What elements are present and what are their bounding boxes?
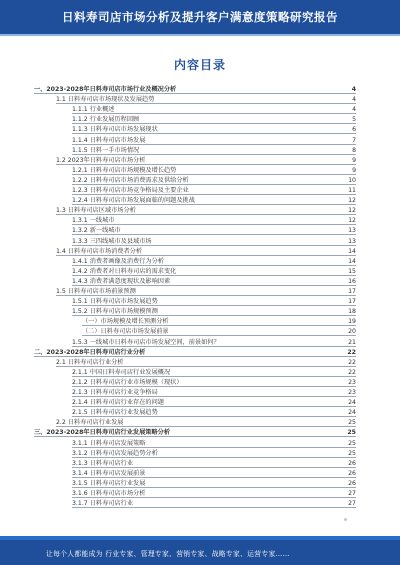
toc-entry-title: 1.4.2 消费者对日料寿司店的需求变化: [72, 267, 177, 275]
toc-entry-page: 24: [348, 409, 356, 417]
toc-entry-page: 7: [352, 136, 356, 144]
toc-entry[interactable]: [34, 84, 356, 94]
toc-entry-page: 12: [348, 217, 356, 225]
toc-entry[interactable]: [72, 114, 356, 124]
toc-entry-page: 25: [348, 439, 356, 447]
toc-entry[interactable]: [72, 124, 356, 134]
toc-entry-page: 12: [348, 207, 356, 215]
report-header: [0, 0, 400, 34]
toc-entry-page: 26: [348, 479, 356, 487]
toc-entry-title: 1.2.1 日料寿司店市场规模及增长趋势: [72, 166, 177, 174]
toc-entry-page: 26: [348, 469, 356, 477]
toc-entry-page: 21: [348, 338, 356, 346]
toc-entry-page: 14: [348, 247, 356, 255]
toc-entry[interactable]: [82, 326, 356, 336]
toc-entry-page: 13: [348, 227, 356, 235]
toc-entry-title: 2.2 日料寿司店行业发展: [56, 419, 124, 427]
toc-entry-title: 2.1.4 日料寿司店行业存在的问题: [72, 399, 164, 407]
toc-entry-title: 1.2.4 日料寿司店市场发展面临的问题及挑战: [72, 197, 195, 205]
report-title: 日料寿司店市场分析及提升客户满意度策略研究报告: [62, 10, 338, 24]
toc-entry[interactable]: [72, 145, 356, 155]
toc-entry[interactable]: [72, 377, 356, 387]
toc-entry-page: 19: [348, 318, 356, 326]
toc-entry-page: 10: [348, 176, 356, 184]
toc-entry-page: 5: [352, 116, 356, 124]
toc-entry[interactable]: [56, 94, 356, 104]
toc-entry-title: 2.1 日料寿司店行业分析: [56, 358, 124, 366]
toc-entry-page: 15: [348, 267, 356, 275]
toc-entry-title: 1.2.2 日料寿司店市场消费需求及供给分析: [72, 176, 189, 184]
toc-entry-page: 25: [347, 429, 356, 437]
toc-entry[interactable]: [72, 175, 356, 185]
toc-entry[interactable]: [34, 427, 356, 437]
toc-entry-page: 14: [348, 257, 356, 265]
toc-entry-page: 26: [348, 459, 356, 467]
toc-entry[interactable]: [72, 256, 356, 266]
toc-entry-title: 1.2 2023年日料寿司店市场分析: [56, 156, 146, 164]
toc-entry-title: 2.1.2 日料寿司店行业市场规模（现状）: [72, 378, 183, 386]
toc-entry-page: 13: [348, 237, 356, 245]
toc-entry-title: 3.1.3 日料寿司店行业: [72, 459, 134, 467]
toc-entry-title: 1.4.1 消费者画像及消费行为分析: [72, 257, 164, 265]
toc-entry-page: 4: [352, 96, 356, 104]
toc-entry-title: 1.3.1 一线城市: [72, 217, 115, 225]
report-footer: [0, 540, 400, 565]
toc-entry[interactable]: [56, 357, 356, 367]
toc-entry[interactable]: [56, 286, 356, 296]
toc-entry-page: 22: [348, 358, 356, 366]
toc-entry[interactable]: [72, 337, 356, 347]
toc-entry-title: 三、2023-2028年日料寿司店行业发展策略分析: [34, 429, 171, 437]
header-divider: [0, 34, 400, 36]
toc-entry-page: 18: [348, 308, 356, 316]
toc-entry-title: （一）市场规模及增长预测分析: [82, 318, 169, 326]
toc-entry[interactable]: [72, 407, 356, 417]
toc-entry-title: 1.1 日料寿司店市场现状及发展趋势: [56, 96, 155, 104]
toc-entry-title: 3.1.7 日料寿司店行业: [72, 500, 134, 508]
toc-entry-page: 22: [348, 368, 356, 376]
toc-entry[interactable]: [56, 155, 356, 165]
toc-entry-page: 6: [352, 126, 356, 134]
toc-entry-page: 9: [352, 156, 356, 164]
toc-entry-title: 1.4.3 消费者满意度现状及影响因素: [72, 277, 171, 285]
toc-entry-page: 25: [348, 419, 356, 427]
toc-heading: 内容目录: [173, 58, 226, 72]
toc-entry-page: 23: [348, 378, 356, 386]
toc-entry-page: 16: [348, 277, 356, 285]
toc-entry-title: 3.1.6 日料寿司店市场分析: [72, 490, 146, 498]
toc-entry[interactable]: [72, 104, 356, 114]
toc-entry-title: 2.1.1 中国日料寿司店行业发展概况: [72, 368, 171, 376]
toc-entry-page: 9: [352, 166, 356, 174]
toc-entry[interactable]: [72, 266, 356, 276]
toc-entry[interactable]: [72, 438, 356, 448]
toc-entry[interactable]: [72, 498, 356, 508]
toc-entry-title: 1.3.3 三四线城市及县域市场: [72, 237, 152, 245]
toc-entry[interactable]: [72, 185, 356, 195]
toc-entry[interactable]: [56, 205, 356, 215]
toc-entry-title: 1.2.3 日料寿司店市场竞争格局及主要企业: [72, 187, 189, 195]
toc-entry-title: 1.1.5 日料一手市场情况: [72, 146, 140, 154]
toc-entry-title: 1.1.4 日料寿司店市场发展: [72, 136, 146, 144]
toc-entry[interactable]: [72, 448, 356, 458]
toc-entry-title: 3.1.2 日料寿司店发展趋势分析: [72, 449, 158, 457]
toc-entry[interactable]: [72, 225, 356, 235]
toc-entry-page: 12: [348, 197, 356, 205]
toc-entry-page: 8: [352, 146, 356, 154]
toc-entry[interactable]: [72, 306, 356, 316]
toc-entry-title: 1.5.3 一线城市日料寿司店市场发展空间，前景如何？: [72, 338, 220, 346]
toc-entry-title: 1.1.1 行业概述: [72, 106, 115, 114]
toc-entry-title: 二、2023-2028年日料寿司店行业分析: [34, 348, 146, 356]
toc-entry-title: 2.1.5 日料寿司店行业发展趋势: [72, 409, 158, 417]
toc-entry-title: 1.3.2 新一线城市: [72, 227, 121, 235]
toc-entry[interactable]: [72, 165, 356, 175]
toc-entry[interactable]: [72, 195, 356, 205]
toc-entry-title: 3.1.1 日料寿司店发展策略: [72, 439, 146, 447]
toc-entry[interactable]: [72, 215, 356, 225]
toc-entry-page: 20: [348, 328, 356, 336]
toc-entry[interactable]: [72, 135, 356, 145]
toc-entry-page: 27: [348, 490, 356, 498]
toc-entry[interactable]: [56, 246, 356, 256]
toc-entry[interactable]: [72, 397, 356, 407]
toc-entry[interactable]: [72, 276, 356, 286]
table-of-contents: [34, 84, 356, 514]
toc-entry-page: 22: [347, 348, 356, 356]
toc-entry[interactable]: [72, 488, 356, 498]
toc-entry-title: 1.3 日料寿司店区域市场分析: [56, 207, 136, 215]
toc-entry[interactable]: [34, 347, 356, 357]
page-marker: [344, 518, 347, 521]
toc-entry-title: 3.1.5 日料寿司店行业发展: [72, 479, 146, 487]
footer-slogan: 让每个人都能成为 行业专家、管理专家、营销专家、战略专家、运营专家……: [46, 549, 290, 558]
toc-entry-title: （二）日料寿司店市场发展前景: [82, 328, 169, 336]
toc-entry-title: 1.5.1 日料寿司店市场发展趋势: [72, 298, 158, 306]
toc-entry-page: 23: [348, 389, 356, 397]
toc-entry-title: 一、2023-2028年日料寿司店市场行业及概况分析: [34, 86, 177, 94]
toc-entry[interactable]: [72, 236, 356, 246]
toc-entry-title: 1.1.3 日料寿司店市场发展现状: [72, 126, 158, 134]
toc-entry-page: 27: [348, 500, 356, 508]
toc-entry-title: 3.1.4 日料寿司店发展前景: [72, 469, 146, 477]
toc-entry-page: 4: [352, 106, 356, 114]
toc-entry[interactable]: [72, 468, 356, 478]
toc-entry-page: 4: [351, 86, 356, 94]
toc-entry[interactable]: [72, 458, 356, 468]
toc-entry-page: 24: [348, 399, 356, 407]
toc-entry-page: 17: [348, 298, 356, 306]
toc-entry[interactable]: [56, 417, 356, 427]
toc-entry[interactable]: [72, 367, 356, 377]
toc-entry-title: 1.5 日料寿司店市场前景预测: [56, 288, 136, 296]
toc-entry[interactable]: [82, 316, 356, 326]
toc-entry-title: 1.1.2 行业发展历程回顾: [72, 116, 140, 124]
toc-entry-page: 17: [348, 288, 356, 296]
toc-entry[interactable]: [72, 387, 356, 397]
toc-entry-page: 25: [348, 449, 356, 457]
toc-entry-title: 2.1.3 日料寿司店行业竞争格局: [72, 389, 158, 397]
toc-entry-title: 1.5.2 日料寿司店市场规模预测: [72, 308, 158, 316]
toc-entry-title: 1.4 日料寿司店市场消费者分析: [56, 247, 143, 255]
toc-entry-page: 11: [348, 187, 356, 195]
toc-entry[interactable]: [72, 296, 356, 306]
toc-entry[interactable]: [72, 478, 356, 488]
